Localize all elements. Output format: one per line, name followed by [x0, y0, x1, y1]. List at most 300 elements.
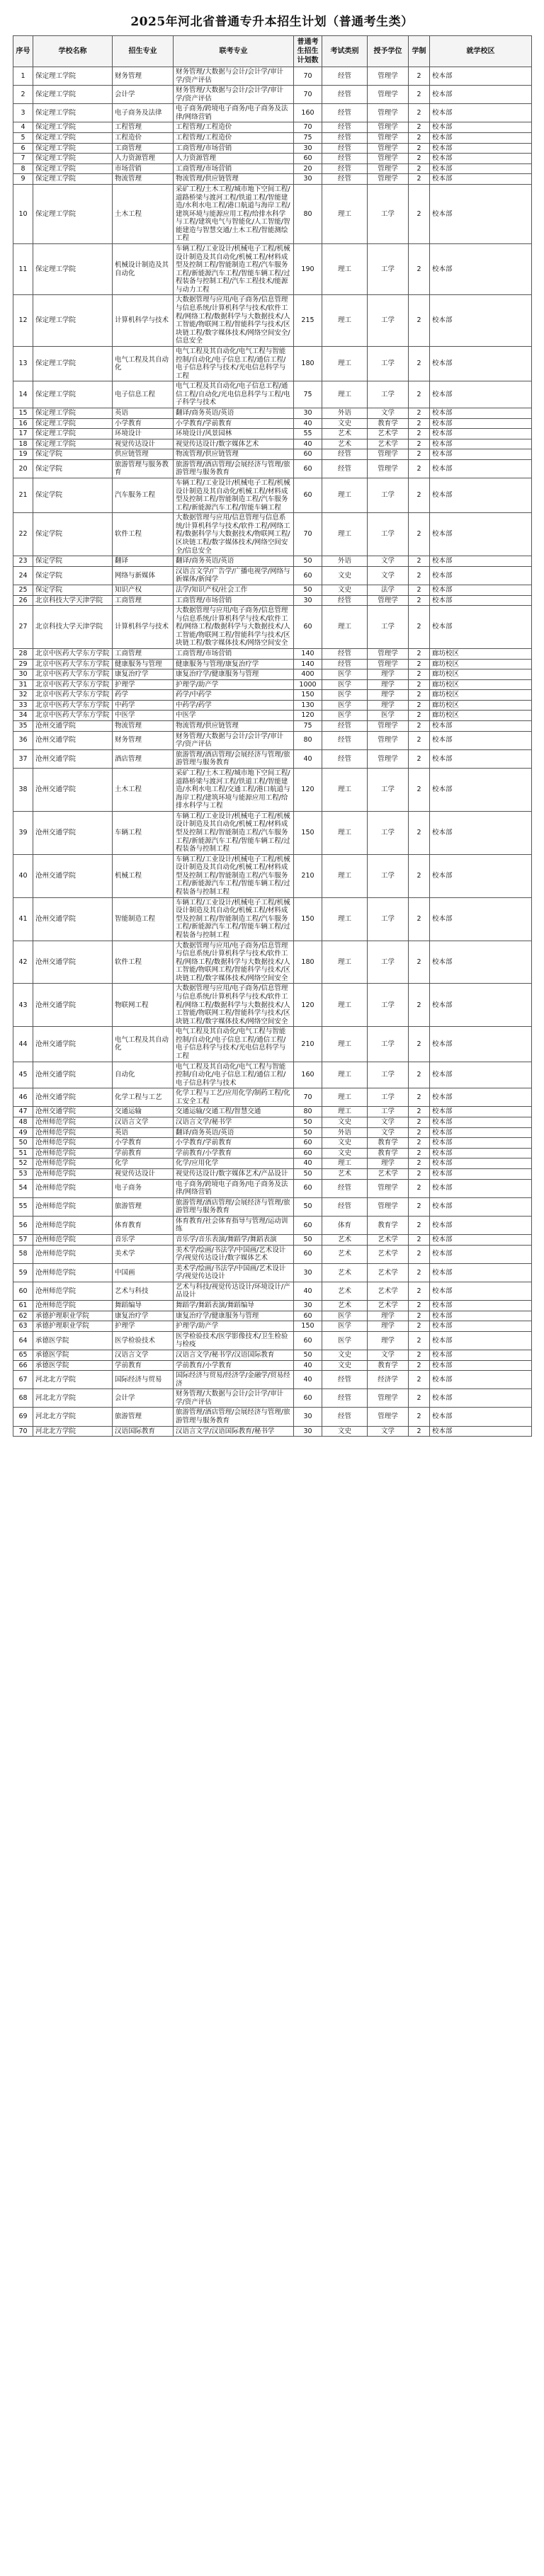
exam-type: 经管 [322, 459, 368, 478]
joint-majors: 汉语言文学/秘书学 [174, 1117, 294, 1128]
school-name: 北京中医药大学东方学院 [33, 649, 113, 660]
plan-count: 130 [294, 700, 322, 711]
study-years: 2 [409, 1148, 430, 1158]
row-number: 45 [13, 1062, 33, 1088]
joint-majors: 财务管理/大数据与会计/会计学/审计学/资产评估 [174, 1389, 294, 1408]
campus-name: 校本部 [430, 1245, 532, 1263]
table-row [13, 418, 532, 429]
joint-majors: 健康服务与管理/康复治疗学 [174, 659, 294, 669]
major-name: 护理学 [113, 1321, 174, 1332]
joint-majors: 美术学/绘画/书法学/中国画/艺术设计学/视觉传达设计/数字媒体艺术 [174, 1245, 294, 1263]
enrollment-table [13, 35, 532, 1437]
exam-type: 理工 [322, 295, 368, 346]
joint-majors: 翻译/商务英语/英语 [174, 556, 294, 567]
row-number: 24 [13, 566, 33, 585]
campus-name: 校本部 [430, 154, 532, 164]
plan-count: 50 [294, 1168, 322, 1179]
study-years: 2 [409, 768, 430, 811]
degree-type: 文学 [368, 1117, 409, 1128]
row-number: 21 [13, 478, 33, 513]
table-row [13, 768, 532, 811]
row-number: 48 [13, 1117, 33, 1128]
major-name: 学前教育 [113, 1360, 174, 1371]
campus-name: 廊坊校区 [430, 659, 532, 669]
study-years: 2 [409, 154, 430, 164]
major-name: 视觉传达设计 [113, 1168, 174, 1179]
plan-count: 60 [294, 154, 322, 164]
table-row [13, 897, 532, 941]
table-row [13, 1311, 532, 1321]
major-name: 电气工程及其自动化 [113, 1027, 174, 1062]
major-name: 土木工程 [113, 184, 174, 243]
plan-count: 120 [294, 711, 322, 721]
campus-name: 校本部 [430, 133, 532, 144]
degree-type: 管理学 [368, 104, 409, 122]
header-plan: 普通考生招生计划数 [294, 36, 322, 67]
major-name: 健康服务与管理 [113, 659, 174, 669]
table-row [13, 513, 532, 556]
plan-count: 40 [294, 418, 322, 429]
campus-name: 校本部 [430, 429, 532, 439]
study-years: 2 [409, 1197, 430, 1216]
header-no: 序号 [13, 36, 33, 67]
plan-count: 40 [294, 1282, 322, 1300]
degree-type: 管理学 [368, 595, 409, 606]
row-number: 47 [13, 1107, 33, 1117]
table-row [13, 1426, 532, 1437]
table-row [13, 163, 532, 174]
table-row [13, 669, 532, 680]
campus-name: 校本部 [430, 585, 532, 595]
joint-majors: 康复治疗学/健康服务与管理 [174, 1311, 294, 1321]
campus-name: 校本部 [430, 1263, 532, 1282]
degree-type: 工学 [368, 513, 409, 556]
school-name: 保定理工学院 [33, 243, 113, 294]
plan-count: 120 [294, 984, 322, 1027]
row-number: 54 [13, 1179, 33, 1197]
major-name: 化学工程与工艺 [113, 1088, 174, 1107]
degree-type: 管理学 [368, 1389, 409, 1408]
row-number: 35 [13, 721, 33, 732]
campus-name: 校本部 [430, 1197, 532, 1216]
study-years: 2 [409, 566, 430, 585]
joint-majors: 小学教育/学前教育 [174, 1138, 294, 1149]
campus-name: 校本部 [430, 1107, 532, 1117]
degree-type: 管理学 [368, 67, 409, 86]
campus-name: 校本部 [430, 449, 532, 460]
header-years: 学制 [409, 36, 430, 67]
table-row [13, 854, 532, 897]
exam-type: 经管 [322, 1179, 368, 1197]
study-years: 2 [409, 1138, 430, 1149]
joint-majors: 财务管理/大数据与会计/会计学/审计学/资产评估 [174, 731, 294, 749]
school-name: 北京中医药大学东方学院 [33, 669, 113, 680]
table-row [13, 679, 532, 690]
study-years: 2 [409, 1127, 430, 1138]
joint-majors: 旅游管理/酒店管理/会展经济与管理/旅游管理与服务教育 [174, 749, 294, 768]
study-years: 2 [409, 418, 430, 429]
degree-type: 教育学 [368, 1138, 409, 1149]
study-years: 2 [409, 749, 430, 768]
plan-count: 60 [294, 449, 322, 460]
row-number: 28 [13, 649, 33, 660]
joint-majors: 学前教育/小学教育 [174, 1360, 294, 1371]
header-school: 学校名称 [33, 36, 113, 67]
table-row [13, 1350, 532, 1360]
exam-type: 经管 [322, 133, 368, 144]
plan-count: 80 [294, 184, 322, 243]
school-name: 承德医学院 [33, 1360, 113, 1371]
major-name: 化学 [113, 1158, 174, 1169]
joint-majors: 中药学/药学 [174, 700, 294, 711]
header-joint-major: 联考专业 [174, 36, 294, 67]
campus-name: 校本部 [430, 556, 532, 567]
row-number: 27 [13, 606, 33, 649]
degree-type: 管理学 [368, 1197, 409, 1216]
row-number: 42 [13, 941, 33, 984]
school-name: 沧州交通学院 [33, 1062, 113, 1088]
degree-type: 工学 [368, 811, 409, 854]
plan-count: 30 [294, 1408, 322, 1426]
major-name: 护理学 [113, 679, 174, 690]
degree-type: 理学 [368, 669, 409, 680]
degree-type: 管理学 [368, 459, 409, 478]
exam-type: 经管 [322, 122, 368, 133]
plan-count: 40 [294, 1360, 322, 1371]
major-name: 中医学 [113, 711, 174, 721]
major-name: 市场营销 [113, 163, 174, 174]
school-name: 保定理工学院 [33, 184, 113, 243]
major-name: 医学检验技术 [113, 1331, 174, 1350]
study-years: 2 [409, 941, 430, 984]
major-name: 机械工程 [113, 854, 174, 897]
campus-name: 校本部 [430, 1117, 532, 1128]
exam-type: 外语 [322, 556, 368, 567]
table-row [13, 711, 532, 721]
row-number: 1 [13, 67, 33, 86]
exam-type: 理工 [322, 243, 368, 294]
campus-name: 校本部 [430, 1148, 532, 1158]
table-row [13, 749, 532, 768]
joint-majors: 大数据管理与应用/电子商务/信息管理与信息系统/计算机科学与技术/软件工程/网络工程/数据科学与大数据技术/人工智能/物联网工程/智能科学与技术/区块链工程/数字媒体技术/网络空间安全 [174, 941, 294, 984]
study-years: 2 [409, 679, 430, 690]
study-years: 2 [409, 1168, 430, 1179]
school-name: 保定学院 [33, 459, 113, 478]
degree-type: 工学 [368, 606, 409, 649]
campus-name: 廊坊校区 [430, 700, 532, 711]
row-number: 3 [13, 104, 33, 122]
major-name: 汉语国际教育 [113, 1426, 174, 1437]
table-row [13, 346, 532, 381]
major-name: 艺术与科技 [113, 1282, 174, 1300]
table-row [13, 1179, 532, 1197]
table-row [13, 449, 532, 460]
exam-type: 艺术 [322, 1235, 368, 1246]
exam-type: 经管 [322, 1408, 368, 1426]
study-years: 2 [409, 67, 430, 86]
study-years: 2 [409, 585, 430, 595]
exam-type: 经管 [322, 143, 368, 154]
school-name: 沧州交通学院 [33, 1088, 113, 1107]
joint-majors: 旅游管理/酒店管理/会展经济与管理/旅游管理与服务教育 [174, 1408, 294, 1426]
school-name: 北京中医药大学东方学院 [33, 679, 113, 690]
row-number: 33 [13, 700, 33, 711]
exam-type: 经管 [322, 659, 368, 669]
study-years: 2 [409, 449, 430, 460]
major-name: 电子信息工程 [113, 381, 174, 408]
exam-type: 医学 [322, 700, 368, 711]
joint-majors: 采矿工程/土木工程/城市地下空间工程/道路桥梁与渡河工程/铁道工程/智能建造/水利水电工程/交通工程/港口航道与海岸工程/建筑环境与能源应用工程/给排水科学与工程 [174, 768, 294, 811]
campus-name: 校本部 [430, 346, 532, 381]
row-number: 25 [13, 585, 33, 595]
row-number: 62 [13, 1311, 33, 1321]
joint-majors: 大数据管理与应用/电子商务/信息管理与信息系统/计算机科学与技术/软件工程/网络工程/数据科学与大数据技术/人工智能/物联网工程/智能科学与技术/区块链工程/数字媒体技术/网络空间安全 [174, 606, 294, 649]
degree-type: 管理学 [368, 143, 409, 154]
table-row [13, 122, 532, 133]
study-years: 2 [409, 163, 430, 174]
study-years: 2 [409, 669, 430, 680]
row-number: 30 [13, 669, 33, 680]
degree-type: 工学 [368, 295, 409, 346]
campus-name: 廊坊校区 [430, 690, 532, 701]
exam-type: 体育 [322, 1216, 368, 1234]
campus-name: 校本部 [430, 243, 532, 294]
plan-count: 30 [294, 174, 322, 185]
campus-name: 校本部 [430, 1179, 532, 1197]
row-number: 23 [13, 556, 33, 567]
study-years: 2 [409, 595, 430, 606]
study-years: 2 [409, 243, 430, 294]
exam-type: 经管 [322, 67, 368, 86]
exam-type: 医学 [322, 1311, 368, 1321]
study-years: 2 [409, 1107, 430, 1117]
study-years: 2 [409, 478, 430, 513]
joint-majors: 电子商务/跨境电子商务/电子商务及法律/网络营销 [174, 1179, 294, 1197]
major-name: 旅游管理与服务教育 [113, 459, 174, 478]
study-years: 2 [409, 104, 430, 122]
joint-majors: 环境设计/风景园林 [174, 429, 294, 439]
plan-count: 75 [294, 381, 322, 408]
major-name: 康复治疗学 [113, 669, 174, 680]
table-row [13, 1168, 532, 1179]
school-name: 沧州师范学院 [33, 1245, 113, 1263]
header-row [13, 36, 532, 67]
study-years: 2 [409, 1117, 430, 1128]
plan-count: 1000 [294, 679, 322, 690]
exam-type: 理工 [322, 897, 368, 941]
table-row [13, 154, 532, 164]
exam-type: 医学 [322, 679, 368, 690]
major-name: 视觉传达设计 [113, 439, 174, 449]
major-name: 计算机科学与技术 [113, 295, 174, 346]
study-years: 2 [409, 1321, 430, 1332]
table-row [13, 174, 532, 185]
study-years: 2 [409, 1408, 430, 1426]
exam-type: 文史 [322, 418, 368, 429]
header-campus: 就学校区 [430, 36, 532, 67]
table-row [13, 295, 532, 346]
degree-type: 工学 [368, 984, 409, 1027]
exam-type: 经管 [322, 1197, 368, 1216]
major-name: 体育教育 [113, 1216, 174, 1234]
major-name: 财务管理 [113, 67, 174, 86]
campus-name: 校本部 [430, 104, 532, 122]
campus-name: 校本部 [430, 439, 532, 449]
major-name: 智能制造工程 [113, 897, 174, 941]
study-years: 2 [409, 429, 430, 439]
major-name: 汽车服务工程 [113, 478, 174, 513]
school-name: 北京中医药大学东方学院 [33, 711, 113, 721]
school-name: 河北北方学院 [33, 1408, 113, 1426]
plan-count: 30 [294, 1263, 322, 1282]
table-row [13, 104, 532, 122]
campus-name: 校本部 [430, 122, 532, 133]
table-row [13, 439, 532, 449]
table-row [13, 184, 532, 243]
exam-type: 经管 [322, 163, 368, 174]
exam-type: 理工 [322, 1027, 368, 1062]
campus-name: 校本部 [430, 174, 532, 185]
study-years: 2 [409, 690, 430, 701]
table-row [13, 1360, 532, 1371]
major-name: 物流管理 [113, 721, 174, 732]
study-years: 2 [409, 1371, 430, 1389]
table-row [13, 408, 532, 418]
table-row [13, 1331, 532, 1350]
study-years: 2 [409, 711, 430, 721]
degree-type: 管理学 [368, 449, 409, 460]
school-name: 北京科技大学天津学院 [33, 606, 113, 649]
school-name: 保定理工学院 [33, 163, 113, 174]
major-name: 工商管理 [113, 595, 174, 606]
degree-type: 艺术学 [368, 1263, 409, 1282]
school-name: 沧州师范学院 [33, 1301, 113, 1311]
plan-count: 210 [294, 1027, 322, 1062]
exam-type: 经管 [322, 721, 368, 732]
joint-majors: 小学教育/学前教育 [174, 418, 294, 429]
campus-name: 校本部 [430, 1426, 532, 1437]
school-name: 河北北方学院 [33, 1389, 113, 1408]
school-name: 沧州交通学院 [33, 811, 113, 854]
school-name: 保定理工学院 [33, 408, 113, 418]
campus-name: 校本部 [430, 1321, 532, 1332]
school-name: 沧州交通学院 [33, 749, 113, 768]
major-name: 人力资源管理 [113, 154, 174, 164]
row-number: 61 [13, 1301, 33, 1311]
school-name: 保定理工学院 [33, 154, 113, 164]
exam-type: 理工 [322, 768, 368, 811]
degree-type: 文学 [368, 556, 409, 567]
school-name: 保定学院 [33, 478, 113, 513]
degree-type: 管理学 [368, 649, 409, 660]
row-number: 58 [13, 1245, 33, 1263]
table-row [13, 556, 532, 567]
table-row [13, 1138, 532, 1149]
row-number: 49 [13, 1127, 33, 1138]
study-years: 2 [409, 1301, 430, 1311]
row-number: 69 [13, 1408, 33, 1426]
campus-name: 校本部 [430, 1235, 532, 1246]
table-row [13, 243, 532, 294]
exam-type: 医学 [322, 669, 368, 680]
exam-type: 艺术 [322, 1245, 368, 1263]
plan-count: 60 [294, 478, 322, 513]
major-name: 软件工程 [113, 941, 174, 984]
table-row [13, 731, 532, 749]
joint-majors: 工程管理/工程造价 [174, 133, 294, 144]
table-row [13, 941, 532, 984]
major-name: 自动化 [113, 1062, 174, 1088]
school-name: 保定学院 [33, 566, 113, 585]
row-number: 52 [13, 1158, 33, 1169]
row-number: 70 [13, 1426, 33, 1437]
school-name: 沧州交通学院 [33, 854, 113, 897]
major-name: 环境设计 [113, 429, 174, 439]
row-number: 6 [13, 143, 33, 154]
study-years: 2 [409, 408, 430, 418]
plan-count: 60 [294, 606, 322, 649]
table-row [13, 606, 532, 649]
row-number: 34 [13, 711, 33, 721]
degree-type: 工学 [368, 941, 409, 984]
joint-majors: 工程管理/工程造价 [174, 122, 294, 133]
study-years: 2 [409, 854, 430, 897]
table-row [13, 1062, 532, 1088]
major-name: 电子商务及法律 [113, 104, 174, 122]
table-row [13, 1321, 532, 1332]
degree-type: 艺术学 [368, 1235, 409, 1246]
degree-type: 工学 [368, 243, 409, 294]
table-row [13, 1301, 532, 1311]
row-number: 9 [13, 174, 33, 185]
row-number: 12 [13, 295, 33, 346]
exam-type: 经管 [322, 1389, 368, 1408]
table-row [13, 1197, 532, 1216]
major-name: 中药学 [113, 700, 174, 711]
degree-type: 文学 [368, 1127, 409, 1138]
joint-majors: 车辆工程/工业设计/机械电子工程/机械设计制造及其自动化/机械工程/材料成型及控制工程/智能制造工程/汽车服务工程/新能源汽车工程/智能车辆工程/过程装备与控制工程 [174, 854, 294, 897]
table-row [13, 1088, 532, 1107]
table-row [13, 721, 532, 732]
school-name: 沧州师范学院 [33, 1117, 113, 1128]
campus-name: 校本部 [430, 1282, 532, 1300]
plan-count: 50 [294, 1127, 322, 1138]
study-years: 2 [409, 459, 430, 478]
joint-majors: 国际经济与贸易/经济学/金融学/贸易经济 [174, 1371, 294, 1389]
school-name: 沧州师范学院 [33, 1263, 113, 1282]
row-number: 36 [13, 731, 33, 749]
row-number: 64 [13, 1331, 33, 1350]
campus-name: 校本部 [430, 1088, 532, 1107]
degree-type: 理学 [368, 690, 409, 701]
table-row [13, 1107, 532, 1117]
row-number: 39 [13, 811, 33, 854]
plan-count: 50 [294, 1117, 322, 1128]
degree-type: 工学 [368, 478, 409, 513]
exam-type: 医学 [322, 1321, 368, 1332]
plan-count: 70 [294, 67, 322, 86]
degree-type: 管理学 [368, 154, 409, 164]
joint-majors: 美术学/绘画/书法学/中国画/艺术设计学/视觉传达设计 [174, 1263, 294, 1282]
joint-majors: 舞蹈学/舞蹈表演/舞蹈编导 [174, 1301, 294, 1311]
joint-majors: 财务管理/大数据与会计/会计学/审计学/资产评估 [174, 86, 294, 104]
plan-count: 50 [294, 1235, 322, 1246]
degree-type: 管理学 [368, 133, 409, 144]
plan-count: 50 [294, 1197, 322, 1216]
degree-type: 艺术学 [368, 1245, 409, 1263]
header-exam-type: 考试类别 [322, 36, 368, 67]
study-years: 2 [409, 1216, 430, 1234]
